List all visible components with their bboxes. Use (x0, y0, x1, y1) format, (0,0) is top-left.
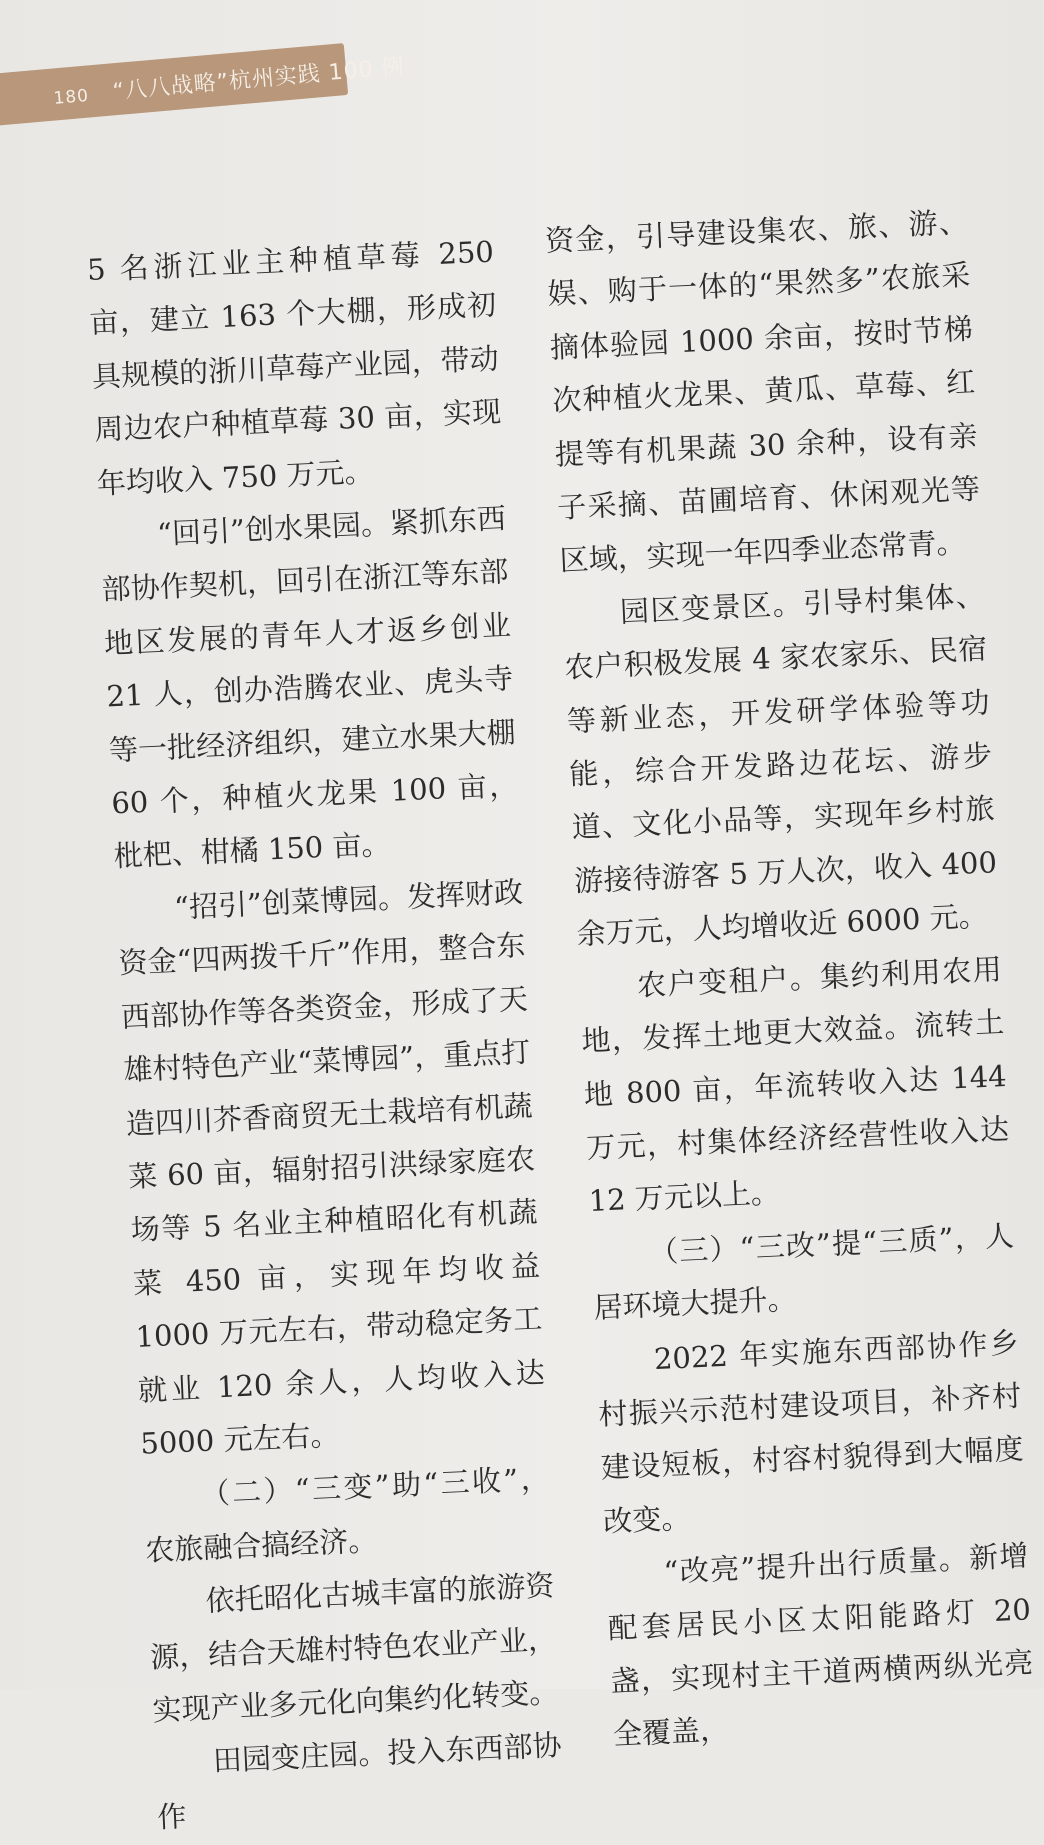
paragraph: 田园变庄园。投入东西部协作 (156, 1728, 563, 1835)
paragraph: 2022 年实施东西部协作乡村振兴示范村建设项目，补齐村建设短板，村容村貌得到大幅度改变。 (597, 1325, 1025, 1539)
paragraph: “回引”创水果园。紧抓东西部协作契机，回引在浙江等东部地区发展的青年人才返乡创业 21 人，创办浩腾农业、虎头寺等一批经济组织，建立水果大棚 60 个，种植火龙果 100 亩，枇杷、柑橘 150 亩。 (100, 501, 519, 874)
page-number: 180 (52, 85, 90, 109)
section-heading: （二）“三变”助“三收”，农旅融合搞经济。 (144, 1461, 551, 1568)
paragraph: 农户变租户。集约利用农用地，发挥土地更大效益。流转土地 800 亩，年流转收入达 144 万元，村集体经济经营性收入达 12 万元以上。 (580, 951, 1010, 1219)
paragraph: 依托昭化古城丰富的旅游资源，结合天雄村特色农业产业，实现产业多元化向集约化转变。 (149, 1568, 559, 1728)
section-heading: （三）“三改”提“三质”，人居环境大提升。 (592, 1218, 1015, 1325)
right-column (544, 196, 1037, 1762)
paragraph: “改亮”提升出行质量。新增配套居民小区太阳能路灯 20 盏，实现村主干道两横两纵光亮全覆盖， (607, 1538, 1034, 1752)
book-title: “八八战略”杭州实践 100 例 (111, 54, 406, 105)
paragraph: 资金，引导建设集农、旅、游、娱、购于一体的“果然多”农旅采摘体验园 1000 余亩，按时节梯次种植火龙果、黄瓜、草莓、红提等有机果蔬 30 余种，设有亲子采摘、苗圃培育、休闲观光等区域，实现一年四季业态常青。 (544, 204, 981, 579)
paragraph: “招引”创菜博园。发挥财政资金“四两拨千斤”作用，整合东西部协作等各类资金，形成了天雄村特色产业“菜博园”，重点打造四川芥香商贸无土栽培有机蔬菜 60 亩，辐射招引洪绿家庭农场等 5 名业主种植昭化有机蔬菜 450 亩，实现年均收益 1000 万元左右，带动稳定务工就业 120 余人，人均收入达 5000 元左右。 (117, 874, 546, 1461)
left-column (86, 226, 565, 1845)
paragraph: 园区变景区。引导村集体、农户积极发展 4 家农家乐、民宿等新业态，开发研学体验等功能，综合开发路边花坛、游步道、文化小品等，实现年乡村旅游接待游客 5 万人次，收入 400 余万元，人均增收近 6000 元。 (563, 578, 998, 952)
paragraph: 5 名浙江业主种植草莓 250 亩，建立 163 个大棚，形成初具规模的浙川草莓产业园，带动周边农户种植草莓 30 亩，实现年均收入 750 万元。 (86, 234, 502, 501)
